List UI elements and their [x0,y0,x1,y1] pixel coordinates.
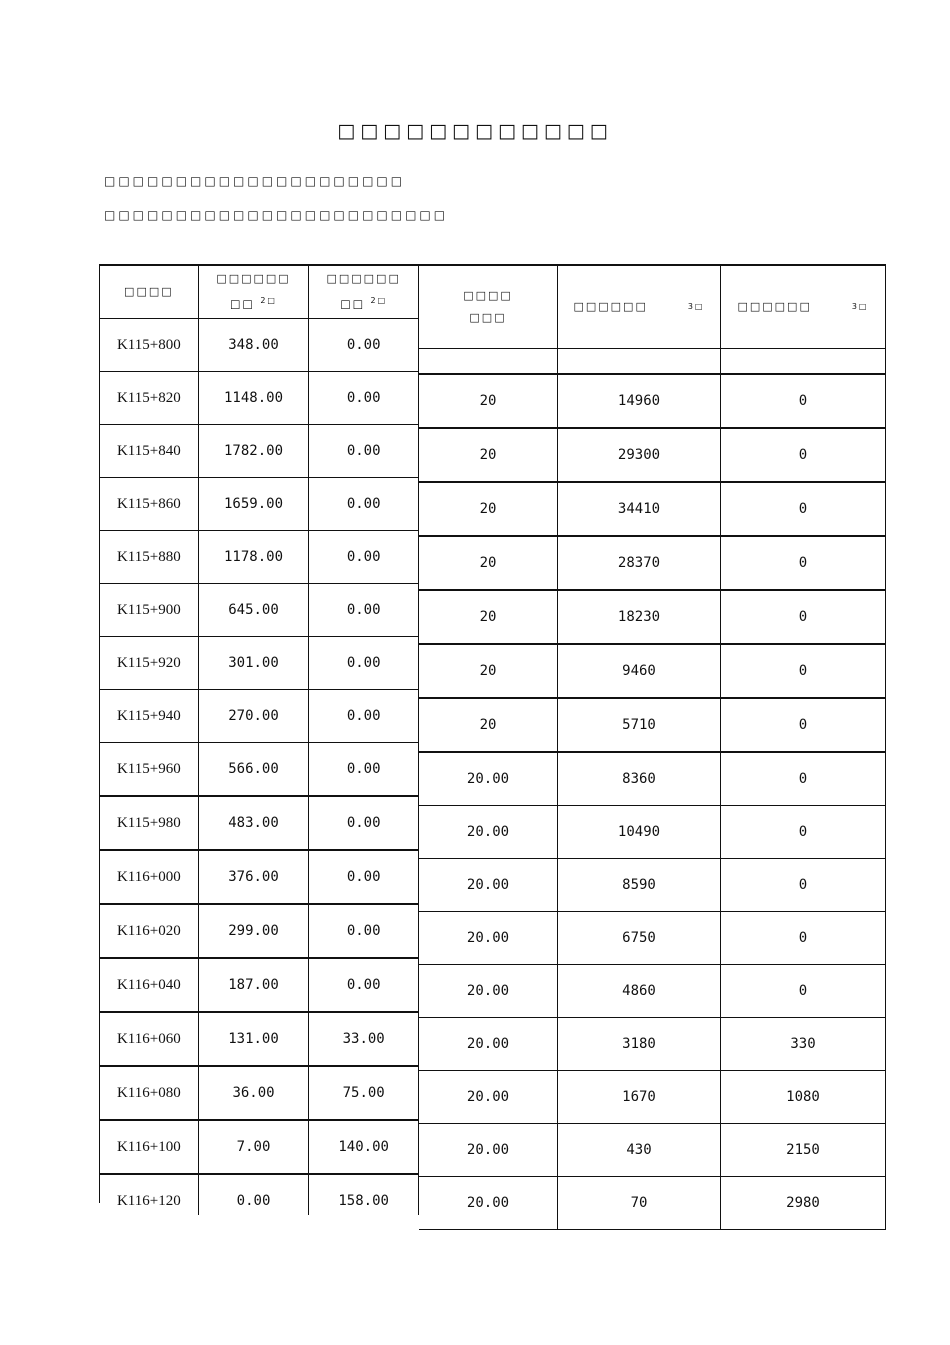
fill-volume-cell: 5710 [558,699,721,751]
cut-volume-unit-sup: 3□ [851,302,869,311]
cut-area-cell: 0.00 [309,478,419,530]
distance-cell: 20 [419,645,558,697]
table-row [419,1018,886,1071]
fill-volume-cell: 34410 [558,483,721,535]
fill-volume-cell: 8360 [558,753,721,805]
table-row [419,1124,886,1177]
distance-cell: 20 [419,483,558,535]
station-header-label: □□□□ [124,285,174,298]
cut-volume-cell: 0 [721,429,886,481]
distance-cell: 20 [419,375,558,427]
station-cell: K116+040 [100,959,199,1011]
table-row [99,743,419,797]
fill-volume-cell: 430 [558,1124,721,1176]
fill-area-cell: 131.00 [199,1013,310,1065]
table-row [99,1175,419,1209]
table-row [99,690,419,743]
fill-volume-unit-sup: 3□ [687,302,705,311]
table-row [419,375,886,429]
station-cell: K115+840 [100,425,199,477]
station-cell: K115+940 [100,690,199,742]
fill-volume-cell: 4860 [558,965,721,1017]
cut-volume-cell: 0 [721,375,886,427]
station-cell: K115+800 [100,319,199,371]
cut-volume-cell: 330 [721,1018,886,1070]
left-header-row [99,264,419,319]
cut-volume-cell: 0 [721,912,886,964]
fill-area-cell: 7.00 [199,1121,310,1173]
fill-area-cell: 348.00 [199,319,310,371]
station-cell: K115+980 [100,797,199,849]
contract-info-line: □□□□□□□□□□□□□□□□□□□□□□□□ [104,208,449,222]
cut-area-cell: 0.00 [309,797,419,849]
station-area-table [99,264,419,1209]
cut-area-cell: 0.00 [309,319,419,371]
fill-area-cell: 301.00 [199,637,310,689]
cut-area-cell: 0.00 [309,584,419,636]
distance-header-label-2: □□□ [469,311,507,324]
distance-cell: 20.00 [419,912,558,964]
table-row [419,591,886,645]
fill-area-cell: 1148.00 [199,372,310,424]
distance-cell: 20.00 [419,859,558,911]
cut-volume-cell: 0 [721,806,886,858]
distance-header [419,266,558,348]
station-cell: K116+120 [100,1175,199,1215]
cut-area-cell: 0.00 [309,372,419,424]
spacer-cell [558,349,721,373]
cut-area-cell: 140.00 [309,1121,419,1173]
cut-area-cell: 0.00 [309,905,419,957]
station-cell: K115+880 [100,531,199,583]
fill-area-cell: 187.00 [199,959,310,1011]
spacer-cell [419,349,558,373]
fill-area-header-label: □□□□□□ [216,272,291,286]
cut-area-cell: 0.00 [309,690,419,742]
fill-volume-header [558,266,721,348]
table-row [419,429,886,483]
distance-cell: 20 [419,537,558,589]
fill-volume-cell: 6750 [558,912,721,964]
distance-header-label: □□□□ [463,289,513,302]
cut-volume-cell: 0 [721,591,886,643]
cut-volume-header-label: □□□□□□ [737,300,812,313]
station-header [100,266,199,318]
table-row [99,531,419,584]
fill-volume-cell: 10490 [558,806,721,858]
cut-volume-cell: 0 [721,753,886,805]
fill-volume-cell: 9460 [558,645,721,697]
station-cell: K115+960 [100,743,199,795]
cut-area-cell: 0.00 [309,531,419,583]
cut-area-header-unit [340,290,387,316]
distance-cell: 20.00 [419,965,558,1017]
distance-cell: 20.00 [419,753,558,805]
cut-volume-cell: 0 [721,965,886,1017]
distance-cell: 20.00 [419,1124,558,1176]
table-row [419,645,886,699]
station-cell: K116+000 [100,851,199,903]
table-row [419,483,886,537]
project-info-line: □□□□□□□□□□□□□□□□□□□□□ [104,174,406,188]
fill-area-cell: 566.00 [199,743,310,795]
station-cell: K115+920 [100,637,199,689]
fill-volume-cell: 29300 [558,429,721,481]
table-row [419,806,886,859]
cut-area-unit-sup: 2□ [370,296,388,306]
cut-area-cell: 75.00 [309,1067,419,1119]
table-row [99,425,419,478]
distance-cell: 20 [419,429,558,481]
fill-area-cell: 645.00 [199,584,310,636]
table-row [419,912,886,965]
table-row [419,1071,886,1124]
table-row [99,1121,419,1175]
table-row [99,959,419,1013]
fill-volume-cell: 14960 [558,375,721,427]
station-cell: K116+080 [100,1067,199,1119]
volume-table [419,264,886,1230]
fill-area-cell: 0.00 [199,1175,310,1215]
table-row [99,584,419,637]
table-row [419,1177,886,1230]
table-row [99,319,419,372]
fill-volume-header-label: □□□□□□ [573,300,648,313]
cut-area-header-label: □□□□□□ [326,272,401,286]
station-cell: K115+820 [100,372,199,424]
distance-cell: 20.00 [419,806,558,858]
table-row [419,753,886,806]
cut-area-cell: 158.00 [309,1175,419,1215]
cut-area-cell: 0.00 [309,425,419,477]
fill-area-unit-sup: 2□ [260,296,277,306]
fill-area-cell: 1178.00 [199,531,310,583]
fill-area-cell: 299.00 [199,905,310,957]
table-row [99,1067,419,1121]
cut-area-cell: 0.00 [309,851,419,903]
distance-cell: 20 [419,699,558,751]
table-row [419,859,886,912]
station-cell: K115+860 [100,478,199,530]
fill-area-cell: 270.00 [199,690,310,742]
fill-area-cell: 376.00 [199,851,310,903]
spacer-cell [721,349,886,373]
cut-volume-cell: 0 [721,859,886,911]
fill-volume-cell: 3180 [558,1018,721,1070]
cut-area-cell: 0.00 [309,743,419,795]
table-row [419,699,886,753]
fill-area-header-unit [230,290,277,316]
fill-area-header [199,266,310,318]
fill-area-cell: 1782.00 [199,425,310,477]
right-table-body [419,375,886,1230]
table-row [99,478,419,531]
cut-volume-cell: 0 [721,483,886,535]
cut-volume-header [721,266,886,348]
page-title: □□□□□□□□□□□□ [337,120,613,142]
distance-cell: 20 [419,591,558,643]
cut-area-unit-text: □□ [340,297,365,311]
table-row [99,372,419,425]
cut-volume-cell: 1080 [721,1071,886,1123]
cut-volume-cell: 0 [721,645,886,697]
fill-area-cell: 483.00 [199,797,310,849]
right-header-row [419,264,886,349]
fill-volume-cell: 70 [558,1177,721,1229]
fill-volume-cell: 8590 [558,859,721,911]
fill-area-cell: 36.00 [199,1067,310,1119]
distance-cell: 20.00 [419,1177,558,1229]
fill-area-unit-text: □□ [230,297,255,311]
table-row [99,905,419,959]
table-row [99,797,419,851]
distance-cell: 20.00 [419,1018,558,1070]
distance-cell: 20.00 [419,1071,558,1123]
table-row [419,537,886,591]
fill-area-cell: 1659.00 [199,478,310,530]
left-table-body [99,319,419,1209]
cut-area-cell: 0.00 [309,637,419,689]
cut-volume-cell: 2150 [721,1124,886,1176]
cut-area-cell: 33.00 [309,1013,419,1065]
right-spacer-row [419,349,886,375]
table-row [99,1013,419,1067]
cut-volume-cell: 2980 [721,1177,886,1229]
station-cell: K115+900 [100,584,199,636]
cut-volume-cell: 0 [721,537,886,589]
fill-volume-cell: 18230 [558,591,721,643]
fill-volume-cell: 28370 [558,537,721,589]
station-cell: K116+100 [100,1121,199,1173]
cut-area-header [309,266,419,318]
cut-volume-cell: 0 [721,699,886,751]
station-cell: K116+020 [100,905,199,957]
cut-area-cell: 0.00 [309,959,419,1011]
table-row [99,851,419,905]
fill-volume-cell: 1670 [558,1071,721,1123]
table-row [99,637,419,690]
station-cell: K116+060 [100,1013,199,1065]
table-row [419,965,886,1018]
